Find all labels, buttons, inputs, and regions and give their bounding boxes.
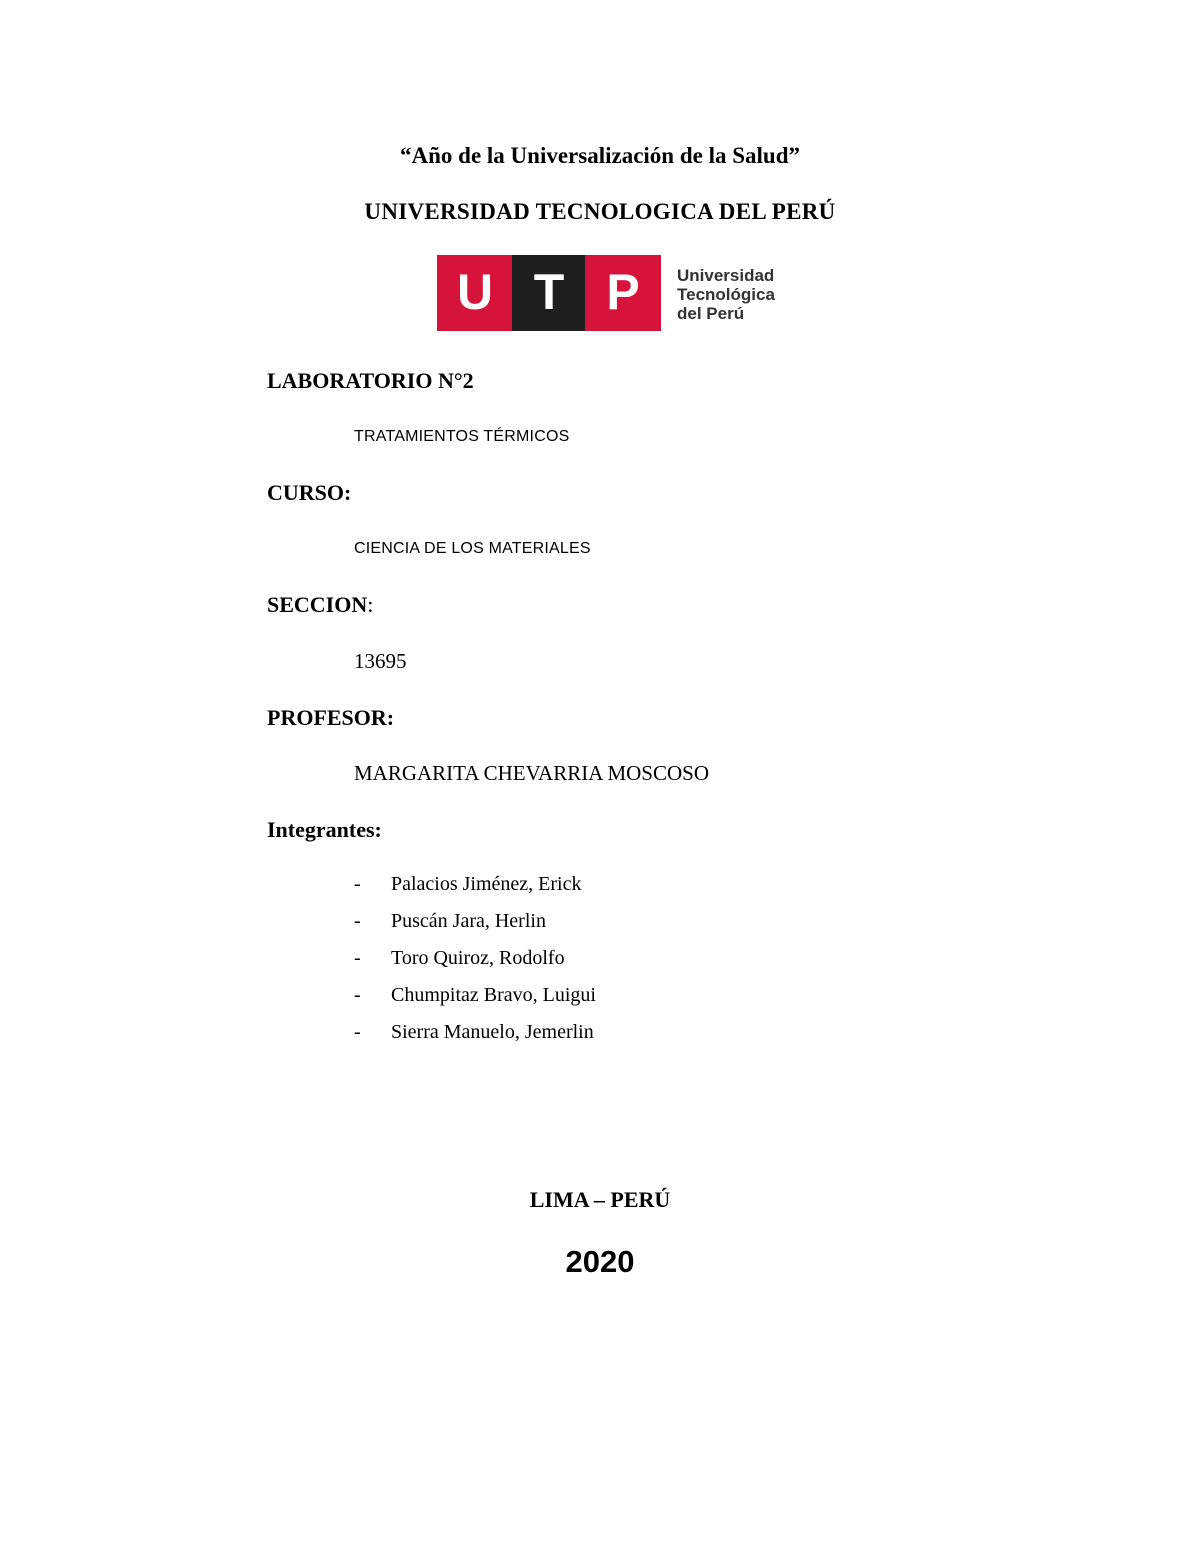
logo-name-line-3: del Perú — [677, 304, 745, 323]
bullet-dash: - — [354, 1021, 361, 1043]
member-name: Sierra Manuelo, Jemerlin — [391, 1021, 594, 1043]
member-name: Toro Quiroz, Rodolfo — [391, 947, 565, 969]
section-label-line — [267, 592, 373, 618]
logo-letter-u: U — [456, 264, 494, 320]
utp-logo — [437, 255, 787, 331]
section-colon: : — [367, 592, 374, 617]
logo-name-line-2: Tecnológica — [677, 285, 775, 304]
bullet-dash: - — [354, 947, 361, 969]
list-item — [354, 947, 565, 970]
motto-heading: “Año de la Universalización de la Salud” — [400, 143, 800, 168]
bullet-dash: - — [354, 873, 361, 895]
list-item — [354, 1021, 594, 1044]
logo-letter-t: T — [533, 264, 565, 320]
list-item — [354, 910, 546, 933]
logo-letter-p: P — [606, 264, 640, 320]
lab-label: LABORATORIO N°2 — [267, 368, 474, 393]
section-label: SECCION — [267, 592, 368, 617]
list-item — [354, 873, 582, 896]
university-heading: UNIVERSIDAD TECNOLOGICA DEL PERÚ — [364, 199, 836, 224]
lab-value: TRATAMIENTOS TÉRMICOS — [354, 428, 570, 445]
members-label: Integrantes: — [267, 817, 382, 842]
course-label: CURSO: — [267, 480, 352, 505]
logo-name-line-1: Universidad — [677, 266, 775, 285]
course-value: CIENCIA DE LOS MATERIALES — [354, 540, 591, 557]
member-name: Puscán Jara, Herlin — [391, 910, 546, 932]
member-name: Chumpitaz Bravo, Luigui — [391, 984, 596, 1006]
professor-label: PROFESOR: — [267, 705, 395, 730]
professor-value: MARGARITA CHEVARRIA MOSCOSO — [354, 761, 710, 785]
member-name: Palacios Jiménez, Erick — [391, 873, 582, 895]
section-value: 13695 — [354, 649, 407, 673]
bullet-dash: - — [354, 910, 361, 932]
city-footer: LIMA – PERÚ — [529, 1187, 671, 1212]
list-item — [354, 984, 596, 1007]
bullet-dash: - — [354, 984, 361, 1006]
year-footer: 2020 — [565, 1244, 635, 1279]
